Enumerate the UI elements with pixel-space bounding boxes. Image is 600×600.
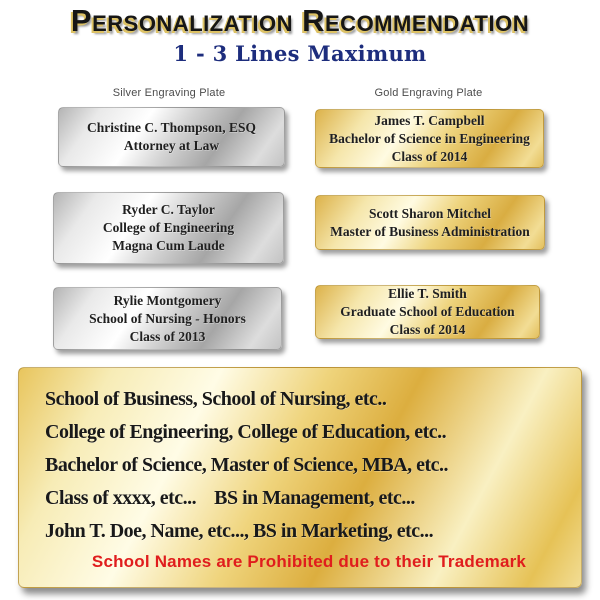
gold-plate-2 bbox=[315, 195, 545, 250]
engraving-line: College of Engineering bbox=[102, 220, 235, 235]
engraving-line: Christine C. Thompson, ESQ bbox=[87, 120, 256, 135]
gold-plate-1 bbox=[315, 109, 544, 168]
engraving-line: Attorney at Law bbox=[123, 138, 220, 153]
example-text-plate bbox=[18, 367, 582, 588]
example-line: College of Engineering, College of Education, etc.. bbox=[45, 421, 447, 443]
page-title: Personalization Recommendation bbox=[70, 3, 530, 38]
engraving-line: School of Nursing - Honors bbox=[89, 310, 246, 326]
engraving-line: Class of 2013 bbox=[129, 328, 206, 344]
example-line: Bachelor of Science, Master of Science, MBA, etc.. bbox=[45, 454, 449, 476]
silver-plate-2 bbox=[53, 192, 284, 264]
silver-column-header: Silver Engraving Plate bbox=[112, 87, 226, 99]
engraving-line: Ellie T. Smith bbox=[388, 286, 467, 301]
engraving-line: Scott Sharon Mitchel bbox=[369, 205, 491, 221]
trademark-warning: School Names are Prohibited due to their Trademark bbox=[91, 552, 527, 571]
engraving-line: Class of 2014 bbox=[389, 322, 466, 337]
engraving-line: Master of Business Administration bbox=[330, 223, 530, 239]
engraving-line: Magna Cum Laude bbox=[112, 238, 225, 253]
example-line: John T. Doe, Name, etc..., BS in Marketing, etc... bbox=[45, 520, 434, 542]
engraving-line: Graduate School of Education bbox=[340, 304, 515, 319]
engraving-line: James T. Campbell bbox=[374, 112, 485, 128]
engraving-line: Class of 2014 bbox=[391, 148, 468, 164]
example-line: School of Business, School of Nursing, etc.. bbox=[45, 388, 387, 410]
gold-plate-3 bbox=[315, 285, 540, 339]
silver-plate-3 bbox=[53, 287, 282, 350]
engraving-line: Bachelor of Science in Engineering bbox=[329, 130, 530, 146]
silver-plate-1 bbox=[58, 107, 285, 167]
engraving-line: Ryder C. Taylor bbox=[122, 202, 215, 217]
gold-column-header: Gold Engraving Plate bbox=[374, 87, 483, 99]
page-subtitle: 1 - 3 Lines Maximum bbox=[173, 41, 427, 66]
engraving-line: Rylie Montgomery bbox=[113, 292, 222, 308]
example-line: Class of xxxx, etc... BS in Management, etc... bbox=[45, 487, 415, 509]
